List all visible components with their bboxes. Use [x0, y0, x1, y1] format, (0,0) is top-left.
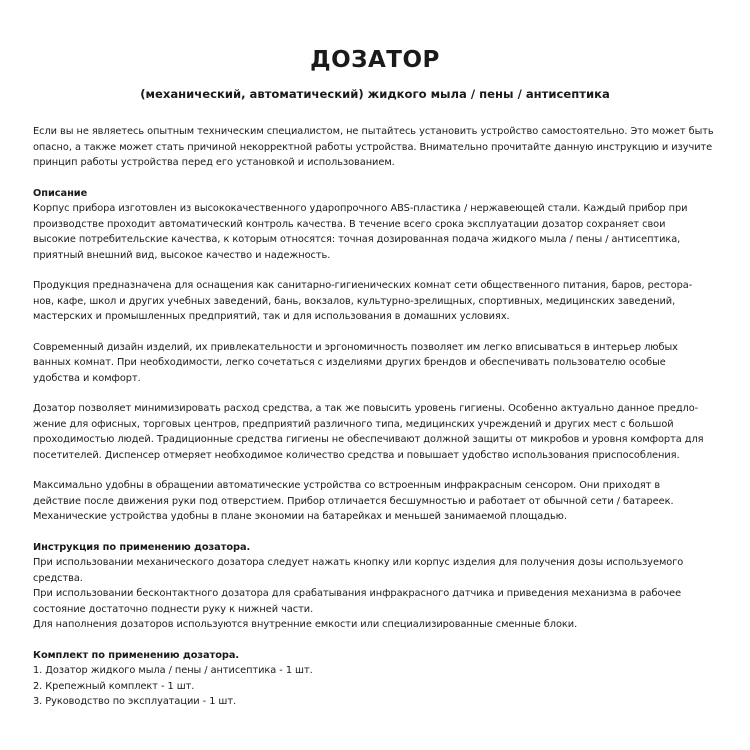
- document-subtitle: (механический, автоматический) жидкого мыла / пены / антисептика: [140, 87, 610, 101]
- kit-list-item: 2. Крепежный комплект - 1 шт.: [33, 680, 195, 692]
- text-line: При использовании механического дозатора следует нажать кнопку или корпус изделия для получения дозы используемого: [33, 557, 684, 568]
- text-line: опасно, а также может стать причиной некорректной работы устройства. Внимательно прочитайте данную инструкцию и изучите: [33, 141, 713, 153]
- description-paragraph-2: [33, 278, 717, 325]
- instructions-section: [33, 540, 717, 633]
- text-line: удобства и комфорт.: [33, 372, 141, 384]
- text-line: Современный дизайн изделий, их привлекательности и эргономичность позволяет им легко вписываться в интерьер любых: [33, 341, 678, 353]
- text-line: При использовании бесконтактного дозатора для срабатывания инфракрасного датчика и приведения механизма в рабочее: [33, 588, 682, 599]
- text-line: действие после движения руки под отверстием. Прибор отличается бесшумностью и работает от обычной сети / батареек.: [33, 495, 674, 507]
- description-heading: Описание: [33, 187, 88, 199]
- text-line: Если вы не являетесь опытным техническим специалистом, не пытайтесь установить устройство самостоятельно. Это может быть: [33, 126, 714, 137]
- text-line: приятный внешний вид, высокое качество и надежность.: [33, 249, 331, 261]
- text-line: ванных комнат. При необходимости, легко сочетаться с изделиями других брендов и обеспечивать пользователю особые: [33, 357, 666, 368]
- description-section: [33, 186, 717, 264]
- text-line: проходимостью людей. Традиционные средства гигиены не обеспечивают должной защиты от микробов и уровня комфорта для: [33, 434, 704, 445]
- text-line: высокие потребительские качества, к которым относятся: точная дозированная подача жидкого мыла / пены / антисептика,: [33, 234, 681, 245]
- document-title: ДОЗАТОР: [310, 47, 440, 73]
- text-line: Максимально удобны в обращении автоматические устройства со встроенным инфракрасным сенсором. Они приходят в: [33, 480, 661, 491]
- intro-paragraph: [33, 124, 717, 171]
- text-line: состояние достаточно поднести руку к нижней части.: [33, 603, 314, 615]
- text-line: Механические устройства удобны в плане экономии на батарейках и меньшей занимаемой площадью.: [33, 511, 567, 522]
- document-body: [33, 124, 717, 710]
- text-line: нов, кафе, школ и других учебных заведений, бань, вокзалов, культурно-зрелищных, спортивных, медицинских заведений,: [33, 295, 676, 307]
- text-line: посетителей. Диспенсер отмеряет необходимое количество средства и повышает удобство использования приспособления.: [33, 449, 680, 461]
- kit-heading: Комплект по применению дозатора.: [33, 649, 240, 661]
- text-line: Корпус прибора изготовлен из высококачественного ударопрочного ABS-пластика / нержавеющей стали. Каждый прибор при: [33, 203, 688, 214]
- description-paragraph-4: [33, 401, 717, 463]
- text-line: производстве проходит автоматический контроль качества. В течение всего срока эксплуатации дозатор сохраняет свои: [33, 218, 666, 230]
- kit-list-item: 3. Руководство по эксплуатации - 1 шт.: [33, 696, 237, 707]
- kit-section: [33, 648, 717, 710]
- text-line: принцип работы устройства перед его установкой и использованием.: [33, 157, 395, 168]
- text-line: жение для офисных, торговых центров, предприятий различного типа, медицинских учреждений и других мест с большой: [33, 418, 674, 430]
- kit-list-item: 1. Дозатор жидкого мыла / пены / антисептика - 1 шт.: [33, 665, 313, 676]
- description-paragraph-3: [33, 340, 717, 387]
- instructions-heading: Инструкция по применению дозатора.: [33, 541, 251, 553]
- text-line: Продукция предназначена для оснащения как санитарно-гигиенических комнат сети общественного питания, баров, ресторa-: [33, 280, 693, 291]
- text-line: средства.: [33, 572, 83, 584]
- description-paragraph-5: [33, 478, 717, 525]
- text-line: Для наполнения дозаторов используются внутренние емкости или специализированные сменные блоки.: [33, 619, 578, 630]
- text-line: мастерских и промышленных предприятий, так и для использования в домашних условиях.: [33, 311, 510, 322]
- text-line: Дозатор позволяет минимизировать расход средства, а так же повысить уровень гигиены. Особенно актуально данное предло-: [33, 403, 699, 414]
